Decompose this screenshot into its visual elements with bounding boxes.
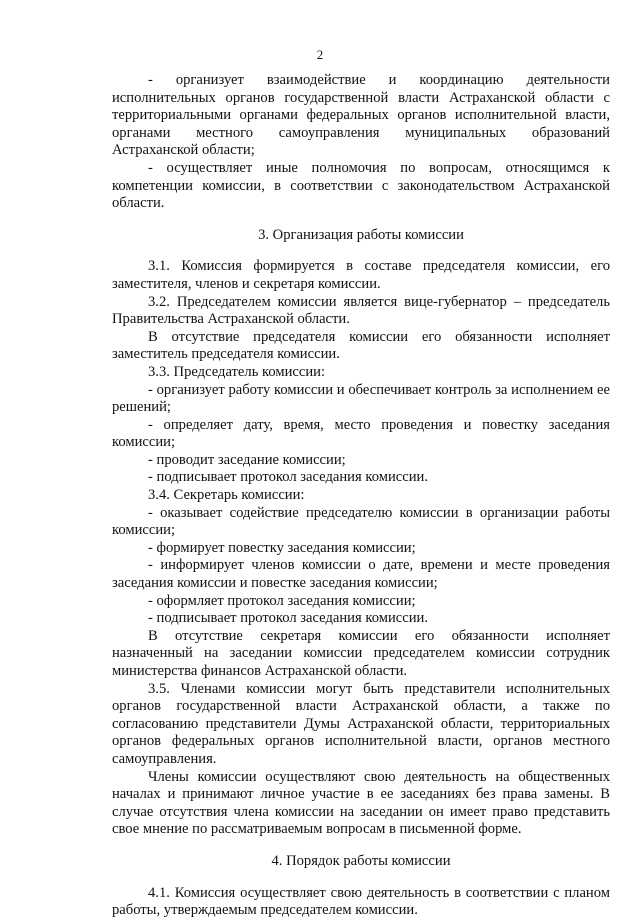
section-heading: 4. Порядок работы комиссии (271, 852, 451, 869)
paragraph: 4.1. Комиссия осуществляет свою деятельность в соответствии с планом работы, утверждаемым председателем комиссии. (112, 884, 610, 919)
paragraph: - организует взаимодействие и координацию деятельности исполнительных органов государственной власти Астраханской области с территориальными органами федеральных органов исполнительной власти, органами местного самоуправления муниципальных образований Астраханской области; (112, 72, 610, 159)
paragraph: 3.1. Комиссия формируется в составе председателя комиссии, его заместителя, членов и секретаря комиссии. (112, 258, 610, 292)
paragraph: В отсутствие председателя комиссии его обязанности исполняет заместитель председателя комиссии. (112, 328, 610, 363)
paragraph: - формирует повестку заседания комиссии; (148, 539, 416, 556)
paragraph: 3.2. Председателем комиссии является вице-губернатор – председатель Правительства Астраханской области. (112, 293, 610, 328)
paragraph: 3.4. Секретарь комиссии: (148, 487, 305, 504)
paragraph: - организует работу комиссии и обеспечивает контроль за исполнением ее решений; (112, 381, 610, 416)
paragraph: 3.5. Членами комиссии могут быть представители исполнительных органов государственной власти Астраханской области, а также по согласованию представители Думы Астраханской области, территориальных органов федеральных органов исполнительной власти, органов местного самоуправления. (112, 680, 610, 767)
page-number: 2 (316, 47, 324, 62)
paragraph: - информирует членов комиссии о дате, времени и месте проведения заседания комиссии и повестке заседания комиссии; (112, 557, 610, 592)
paragraph: - определяет дату, время, место проведения и повестку заседания комиссии; (112, 416, 610, 451)
paragraph: - подписывает протокол заседания комиссии. (148, 469, 428, 486)
section-heading: 3. Организация работы комиссии (258, 226, 464, 243)
paragraph: - осуществляет иные полномочия по вопросам, относящимся к компетенции комиссии, в соответствии с законодательством Астраханской области. (112, 159, 610, 212)
paragraph: В отсутствие секретаря комиссии его обязанности исполняет назначенный на заседании комиссии председателем комиссии сотрудник министерства финансов Астраханской области. (112, 627, 610, 679)
paragraph: - оказывает содействие председателю комиссии в организации работы комиссии; (112, 504, 610, 539)
document-body (112, 72, 610, 920)
paragraph: - оформляет протокол заседания комиссии; (148, 592, 416, 609)
paragraph: - проводит заседание комиссии; (148, 451, 346, 468)
paragraph: 3.3. Председатель комиссии: (148, 363, 326, 380)
paragraph: - подписывает протокол заседания комиссии. (148, 610, 428, 627)
paragraph: Члены комиссии осуществляют свою деятельность на общественных началах и принимают личное участие в ее заседаниях без права замены. В случае отсутствия члена комиссии на заседании он имеет право представить свое мнение по рассматриваемым вопросам в письменной форме. (112, 768, 610, 838)
